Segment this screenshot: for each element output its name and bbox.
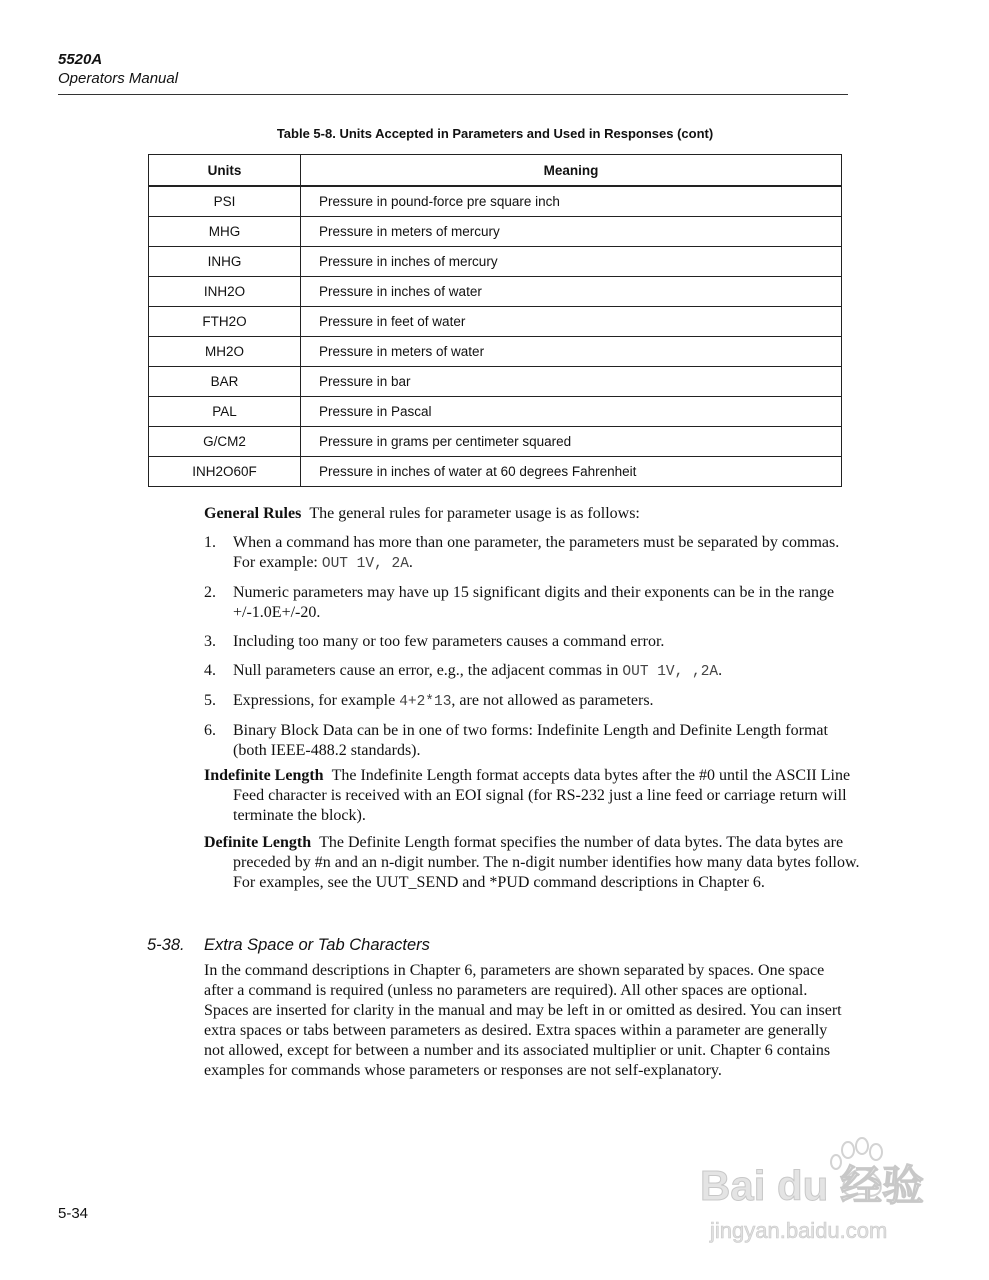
general-rules-intro-text: The general rules for parameter usage is as follows: [309, 505, 640, 522]
unit-cell: G/CM2 [149, 427, 301, 457]
definite-length-text: The Definite Length format specifies the number of data bytes. The data bytes are preceded by #n and an n-digit number. The n-digit number identifies how many data bytes follow. For examples, see the UUT_SEND and *PUD command descriptions in Chapter 6. [233, 834, 860, 891]
header-divider [58, 94, 848, 95]
meaning-cell: Pressure in meters of mercury [301, 217, 842, 247]
table-row [149, 186, 842, 217]
definite-length-heading: Definite Length [204, 834, 312, 851]
table-row [149, 217, 842, 247]
list-item [204, 632, 846, 652]
indefinite-length-heading: Indefinite Length [204, 767, 324, 784]
meaning-cell: Pressure in inches of water [301, 277, 842, 307]
list-number: 3. [204, 633, 216, 650]
table-row [149, 307, 842, 337]
general-rules-intro [204, 504, 846, 524]
definite-length-paragraph [204, 833, 875, 893]
code-snippet: OUT 1V, ,2A [622, 664, 719, 680]
list-text: Null parameters cause an error, e.g., the adjacent commas in [233, 662, 623, 679]
general-rules-list [204, 533, 846, 770]
unit-cell: PSI [149, 186, 301, 217]
watermark-brand: Bai du 经验 [700, 1162, 925, 1209]
meaning-cell: Pressure in pound-force pre square inch [301, 186, 842, 217]
code-snippet: OUT 1V, 2A [321, 556, 409, 572]
unit-cell: MH2O [149, 337, 301, 367]
list-item [204, 583, 846, 623]
list-text-end: , are not allowed as parameters. [451, 692, 654, 709]
column-header-meaning: Meaning [301, 155, 842, 187]
unit-cell: PAL [149, 397, 301, 427]
section-heading [147, 936, 430, 955]
list-number: 5. [204, 692, 216, 709]
section-number: 5-38. [147, 936, 185, 954]
unit-cell: INH2O [149, 277, 301, 307]
general-rules-heading: General Rules [204, 505, 302, 522]
indefinite-length-paragraph [204, 766, 875, 826]
code-snippet: 4+2*13 [399, 694, 452, 710]
unit-cell: INH2O60F [149, 457, 301, 487]
table-title: Table 5-8. Units Accepted in Parameters and Used in Responses (cont) [276, 126, 714, 141]
table-row [149, 247, 842, 277]
list-item [204, 721, 846, 761]
meaning-cell: Pressure in meters of water [301, 337, 842, 367]
indefinite-length-text: The Indefinite Length format accepts data bytes after the #0 until the ASCII Line Feed character is received with an EOI signal (for RS-232 just a line feed or carriage return will terminate the block). [233, 767, 851, 824]
list-text-end: . [718, 662, 723, 679]
meaning-cell: Pressure in bar [301, 367, 842, 397]
unit-cell: INHG [149, 247, 301, 277]
meaning-cell: Pressure in inches of mercury [301, 247, 842, 277]
units-table [148, 154, 842, 487]
table-row [149, 367, 842, 397]
list-number: 2. [204, 584, 216, 601]
table-row [149, 337, 842, 367]
list-number: 1. [204, 534, 216, 551]
table-row [149, 427, 842, 457]
list-text: Binary Block Data can be in one of two forms: Indefinite Length and Definite Length format (both IEEE-488.2 standards). [233, 722, 828, 759]
list-item [204, 691, 846, 712]
list-text-end: . [408, 554, 413, 571]
section-title: Extra Space or Tab Characters [204, 936, 430, 954]
list-number: 4. [204, 662, 216, 679]
table-row [149, 397, 842, 427]
unit-cell: MHG [149, 217, 301, 247]
list-text: Including too many or too few parameters causes a command error. [233, 633, 665, 650]
manual-model: 5520A [58, 51, 103, 68]
meaning-cell: Pressure in Pascal [301, 397, 842, 427]
list-text: Numeric parameters may have up 15 significant digits and their exponents can be in the range +/-1.0E+/-20. [233, 584, 835, 621]
watermark-url: jingyan.baidu.com [710, 1218, 888, 1243]
unit-cell: FTH2O [149, 307, 301, 337]
list-text: Expressions, for example [233, 692, 400, 709]
meaning-cell: Pressure in feet of water [301, 307, 842, 337]
list-text: When a command has more than one parameter, the parameters must be separated by commas. For example: [233, 534, 840, 571]
column-header-units: Units [149, 155, 301, 187]
baidu-watermark-logo [700, 1130, 940, 1250]
list-number: 6. [204, 722, 216, 739]
list-item [204, 533, 846, 574]
table-row [149, 457, 842, 487]
section-body: In the command descriptions in Chapter 6, parameters are shown separated by spaces. One space after a command is required (unless no parameters are required). All other spaces are optional. Spaces are inserted for clarity in the manual and may be left in or omitted as desired. You can insert extra spaces or tabs between parameters as desired. Extra spaces within a parameter are generally not allowed, except for between a number and its associated multiplier or unit. Chapter 6 contains examples for commands whose parameters or responses are not self-explanatory. [204, 962, 842, 1079]
manual-title: Operators Manual [58, 70, 179, 87]
page-number: 5-34 [58, 1205, 89, 1222]
table-row [149, 277, 842, 307]
meaning-cell: Pressure in grams per centimeter squared [301, 427, 842, 457]
table-header-row [149, 155, 842, 187]
page-header [58, 50, 178, 88]
unit-cell: BAR [149, 367, 301, 397]
meaning-cell: Pressure in inches of water at 60 degrees Fahrenheit [301, 457, 842, 487]
list-item [204, 661, 846, 682]
